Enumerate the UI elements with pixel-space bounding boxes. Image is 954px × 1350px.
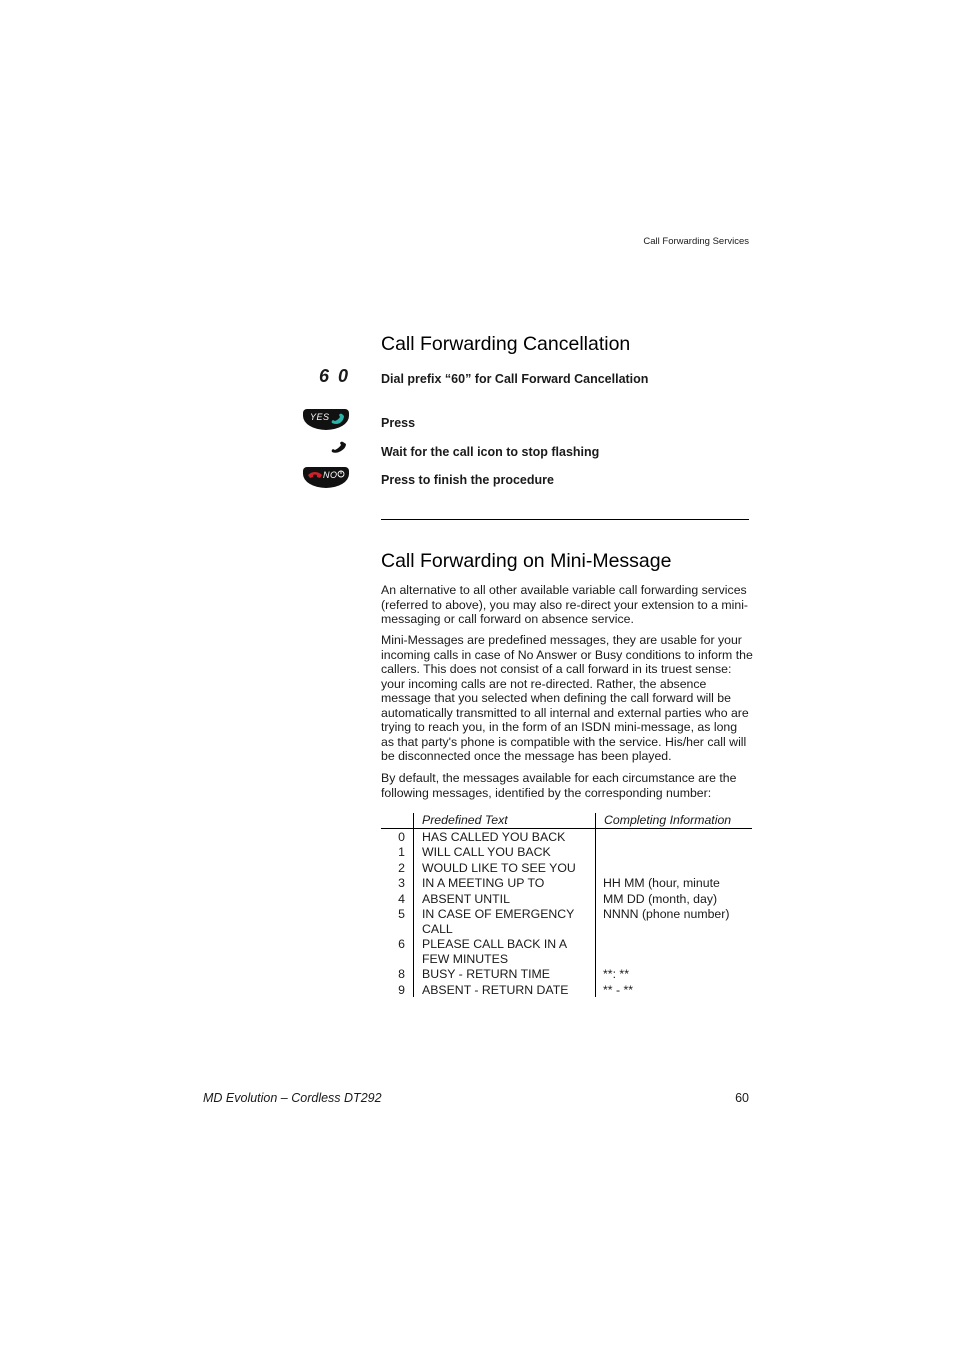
row-info [596, 828, 753, 844]
table-row [381, 891, 752, 907]
table-row [381, 906, 752, 936]
table-row [381, 982, 752, 998]
row-text: IN A MEETING UP TO [414, 875, 596, 891]
section-divider [381, 519, 749, 520]
row-info [596, 844, 753, 860]
step-finish: Press to finish the procedure [381, 473, 554, 487]
row-number: 4 [381, 891, 414, 907]
step-press: Press [381, 416, 416, 430]
table-row [381, 844, 752, 860]
handset-icon [330, 440, 348, 454]
row-info: **: ** [603, 967, 629, 981]
table-header-row [381, 813, 752, 828]
table-row [381, 860, 752, 876]
page-number: 60 [735, 1091, 749, 1105]
row-info: MM DD (month, day) [603, 891, 718, 906]
row-text: IN CASE OF EMERGENCY CALL [414, 906, 596, 936]
header-completing-information: Completing Information [596, 813, 753, 828]
row-number: 8 [381, 966, 414, 982]
row-text: BUSY - RETURN TIME [414, 966, 596, 982]
table-row [381, 966, 752, 982]
prefix-code: 6 0 [318, 366, 350, 386]
row-info: HH MM (hour, minute [603, 876, 720, 890]
row-text: WILL CALL YOU BACK [414, 844, 596, 860]
row-number: 1 [381, 844, 414, 860]
table-row [381, 875, 752, 891]
yes-key-label: YES [310, 412, 330, 422]
row-number: 6 [381, 936, 414, 966]
row-text: HAS CALLED YOU BACK [414, 828, 596, 844]
green-handset-icon [330, 413, 346, 425]
section-title-cancellation: Call Forwarding Cancellation [381, 333, 631, 355]
footer-product-name: MD Evolution – Cordless DT292 [203, 1091, 382, 1105]
row-number: 5 [381, 906, 414, 936]
step-wait: Wait for the call icon to stop flashing [381, 445, 600, 459]
paragraph-intro: An alternative to all other available variable call forwarding services (referred to above), you may also re-direct your extension to a mini-messaging or call forward on absence service. [381, 583, 749, 626]
yes-key-icon [303, 409, 349, 430]
row-number: 3 [381, 875, 414, 891]
row-number: 2 [381, 860, 414, 876]
row-info: ** - ** [603, 982, 634, 997]
row-number: 9 [381, 982, 414, 998]
row-text: PLEASE CALL BACK IN A FEW MINUTES [414, 936, 596, 966]
step-dial-prefix: Dial prefix “60” for Call Forward Cancellation [381, 372, 649, 386]
section-title-mini-message: Call Forwarding on Mini-Message [381, 550, 672, 572]
red-handset-icon [307, 470, 323, 482]
row-info [596, 936, 753, 966]
row-info [596, 860, 753, 876]
no-key-icon [303, 467, 349, 488]
row-text: ABSENT - RETURN DATE [414, 982, 596, 998]
row-text: WOULD LIKE TO SEE YOU [414, 860, 596, 876]
table-row [381, 828, 752, 844]
no-key-label: NO [323, 470, 338, 480]
row-info: NNNN (phone number) [603, 907, 730, 921]
paragraph-default-messages: By default, the messages available for each circumstance are the following messages, identified by the corresponding number: [381, 771, 737, 800]
row-text: ABSENT UNTIL [414, 891, 596, 907]
row-number: 0 [381, 828, 414, 844]
mini-message-table [381, 813, 752, 997]
table-row [381, 936, 752, 966]
running-header: Call Forwarding Services [643, 236, 749, 247]
header-predefined-text: Predefined Text [414, 813, 596, 828]
header-number [381, 813, 414, 828]
paragraph-description: Mini-Messages are predefined messages, they are usable for your incoming calls in case of No Answer or Busy conditions to inform the callers. This does not consist of a call forward in its truest sense: your incoming calls are not re-directed. Rather, the absence message that you selected when defining the call forward will be automatically transmitted to all internal and external parties who are trying to reach you, in the form of an ISDN mini-message, as long as that party's phone is compatible with the service. His/her call will be disconnected once the message has been played. [381, 633, 753, 763]
power-icon [337, 470, 345, 478]
